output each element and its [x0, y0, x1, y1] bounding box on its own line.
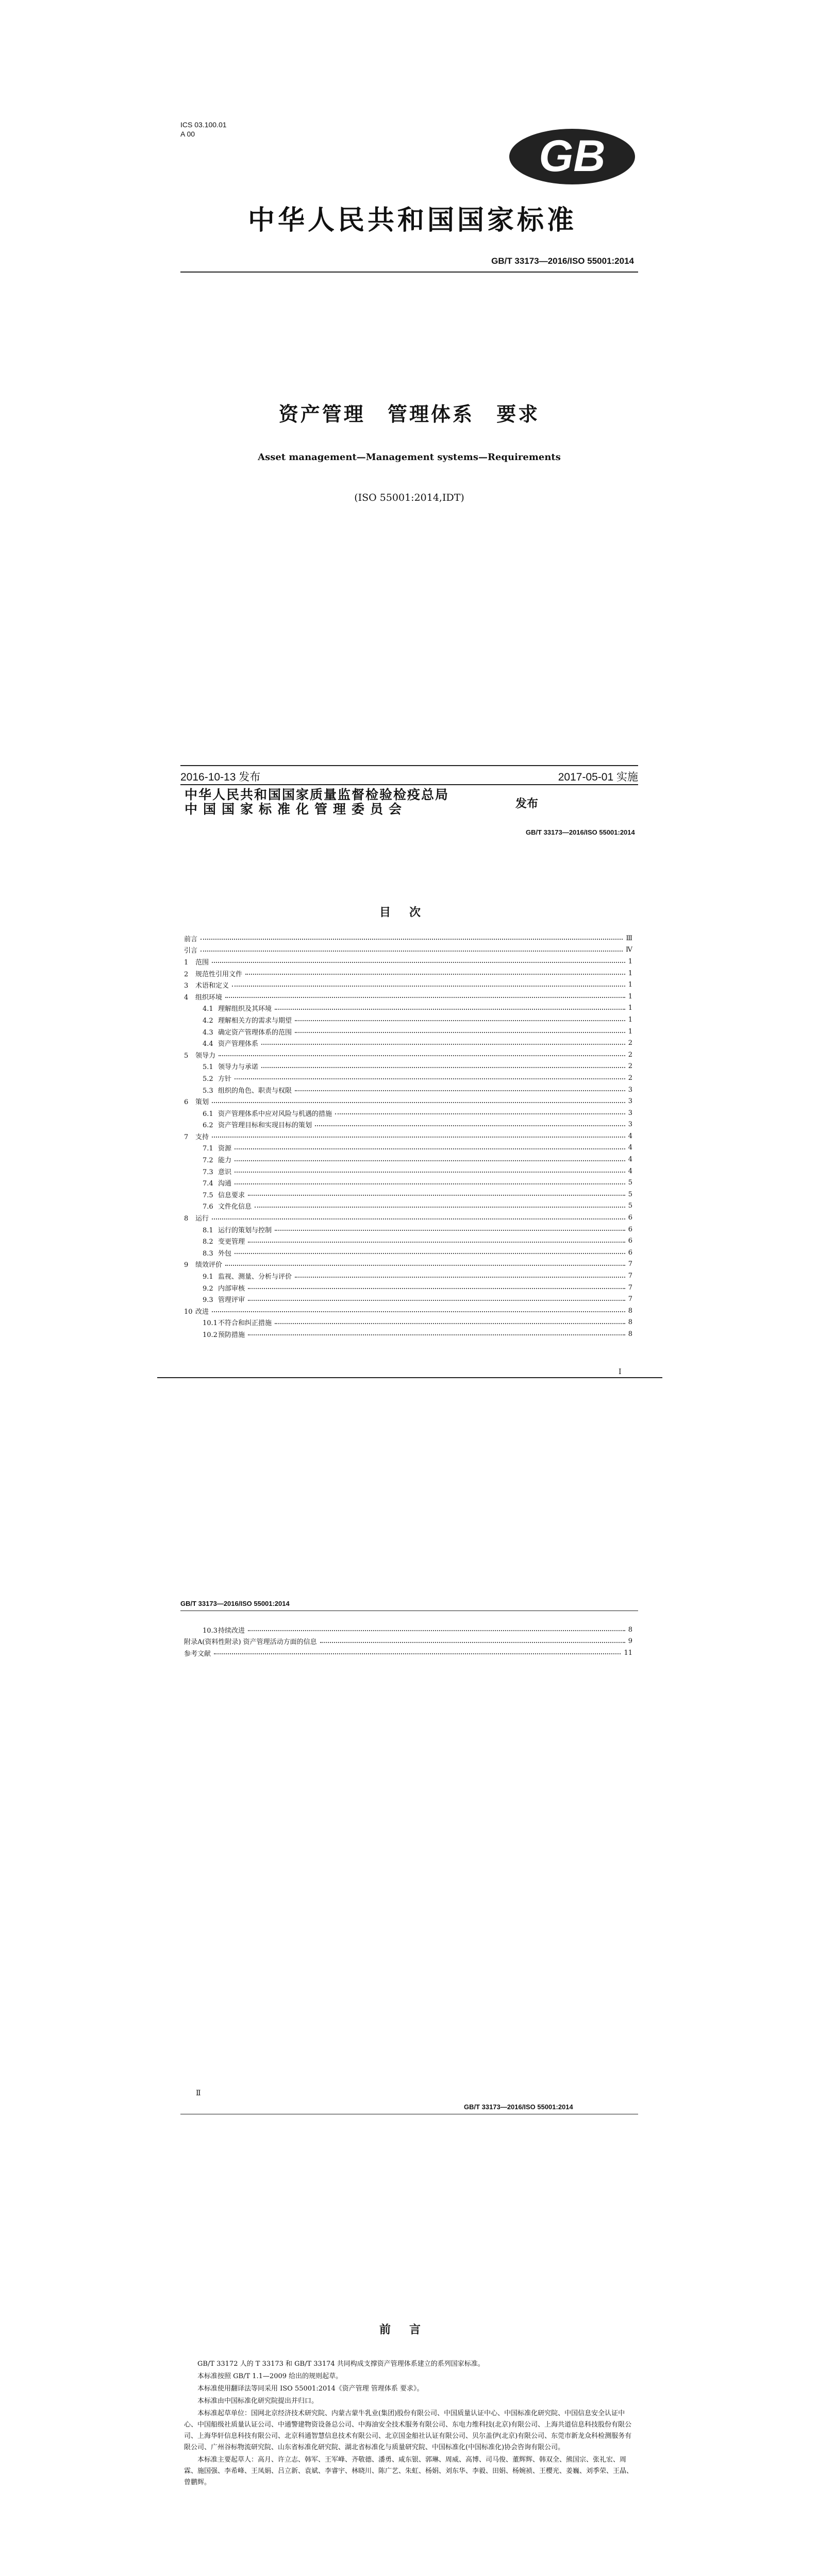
toc-entry[interactable] — [184, 1636, 632, 1648]
page-header: GB/T 33173—2016/ISO 55001:2014 — [180, 1600, 290, 1607]
toc-entry-page: 8 — [628, 1330, 632, 1338]
toc-leader — [255, 1207, 625, 1208]
issuer: 中华人民共和国国家质量监督检验检疫总局 中国国家标准化管理委员会 — [185, 787, 449, 817]
toc-entry-page: 3 — [628, 1109, 632, 1117]
toc-leader — [212, 962, 625, 963]
toc-leader — [225, 997, 625, 998]
toc-entry-label: 7.2 能力 — [184, 1155, 235, 1164]
toc-entry-label: 引言 — [184, 945, 201, 955]
toc-entry-page: 2 — [628, 1050, 632, 1059]
toc-entry-page: 6 — [628, 1214, 632, 1222]
cover-page — [0, 0, 818, 770]
toc-leader — [295, 1090, 625, 1091]
toc-entry-label: 7.1 资源 — [184, 1143, 235, 1153]
toc-leader — [261, 1067, 625, 1068]
toc-entry[interactable] — [184, 1130, 632, 1142]
toc-entry-page: 6 — [628, 1248, 632, 1257]
toc-entry[interactable] — [184, 933, 632, 944]
toc-entry-page: 7 — [628, 1260, 632, 1268]
toc-entry[interactable] — [184, 1247, 632, 1259]
toc-leader — [248, 1334, 625, 1335]
standard-en-title: Asset management—Management systems—Requirements — [258, 452, 561, 463]
toc-entry-page: 1 — [628, 992, 632, 1001]
toc-entry-page: 7 — [628, 1295, 632, 1303]
toc-entry-page: 6 — [628, 1225, 632, 1233]
toc-entry-label: 10.2预防措施 — [184, 1329, 248, 1339]
toc-entry-label: 10.3持续改进 — [184, 1625, 248, 1635]
foreword-paragraph: 本标准由中国标准化研究院提出并归口。 — [197, 2397, 319, 2405]
toc-entry[interactable] — [184, 1049, 632, 1061]
toc-entry-label: 4 组织环境 — [184, 992, 225, 1002]
toc-entry-page: 2 — [628, 1062, 632, 1071]
toc-entry[interactable] — [184, 956, 632, 968]
toc-entry[interactable] — [184, 1624, 632, 1636]
toc-entry-label: 7.3 意识 — [184, 1166, 235, 1176]
toc-leader — [212, 1218, 625, 1219]
toc-entry-page: 2 — [628, 1074, 632, 1082]
standard-number: GB/T 33173—2016/ISO 55001:2014 — [491, 256, 634, 266]
toc-leader — [235, 1183, 625, 1184]
toc-leader — [248, 1288, 625, 1289]
toc-leader — [248, 1300, 625, 1301]
toc-leader — [212, 1311, 625, 1312]
toc-leader — [235, 1172, 625, 1173]
toc-entry-page: 5 — [628, 1190, 632, 1198]
toc-list — [184, 933, 632, 1340]
iso-reference: (ISO 55001:2014,IDT) — [354, 492, 464, 503]
toc-heading: 目次 — [379, 906, 439, 919]
toc-entry-page: 1 — [628, 1015, 632, 1024]
toc-entry[interactable] — [184, 1189, 632, 1200]
toc-entry-page: 7 — [628, 1272, 632, 1280]
toc-entry-page: 4 — [628, 1167, 632, 1175]
toc-entry-page: 5 — [628, 1202, 632, 1210]
toc-list-continued — [184, 1624, 632, 1659]
toc-leader — [315, 1125, 625, 1126]
toc-entry-label: 3 术语和定义 — [184, 980, 232, 990]
toc-entry-label: 6.2 资产管理目标和实现目标的策划 — [184, 1120, 315, 1129]
toc-entry[interactable] — [184, 1072, 632, 1084]
toc-entry[interactable] — [184, 1259, 632, 1270]
toc-entry[interactable] — [184, 1014, 632, 1026]
toc-entry[interactable] — [184, 1200, 632, 1212]
standard-cn-title: 资产管理 管理体系 要求 — [278, 403, 540, 426]
national-standard-title: 中华人民共和国国家标准 — [247, 205, 577, 236]
toc-entry-page: 9 — [628, 1637, 632, 1646]
toc-entry[interactable] — [184, 968, 632, 979]
toc-entry[interactable] — [184, 1317, 632, 1329]
foreword-paragraph: GB/T 33172 人的 T 33173 和 GB/T 33174 共同构成支撑资产管理体系建立的系列国家标准。 — [197, 2360, 485, 2368]
toc-entry[interactable] — [184, 1154, 632, 1165]
toc-entry-label: 7.5 信息要求 — [184, 1190, 248, 1199]
toc-entry[interactable] — [184, 1026, 632, 1038]
toc-entry-label: 8 运行 — [184, 1213, 212, 1223]
toc-entry-page: 4 — [628, 1144, 632, 1152]
toc-entry-label: 9 绩效评价 — [184, 1259, 225, 1269]
toc-entry-label: 6 策划 — [184, 1096, 212, 1106]
toc-entry-page: 7 — [628, 1283, 632, 1292]
toc-entry-label: 6.1 资产管理体系中应对风险与机遇的措施 — [184, 1108, 335, 1118]
toc-leader — [212, 1137, 625, 1138]
svg-text:GB: GB — [539, 131, 606, 181]
toc-entry[interactable] — [184, 1305, 632, 1317]
toc-entry[interactable] — [184, 979, 632, 991]
toc-leader — [275, 1230, 625, 1231]
toc-entry[interactable] — [184, 1142, 632, 1154]
toc-leader — [295, 1032, 625, 1033]
toc-entry-label: 7.4 沟通 — [184, 1178, 235, 1188]
toc-leader — [248, 1242, 625, 1243]
page-header: GB/T 33173—2016/ISO 55001:2014 — [464, 2103, 573, 2111]
toc-entry[interactable] — [184, 1270, 632, 1282]
publish-date: 2016-10-13 发布 — [180, 771, 261, 783]
toc-entry[interactable] — [184, 1003, 632, 1014]
toc-leader — [335, 1113, 625, 1114]
toc-entry-label: 4.2 理解相关方的需求与期望 — [184, 1015, 295, 1025]
toc-entry-label: 5.3 组织的角色、职责与权限 — [184, 1085, 295, 1095]
toc-entry[interactable] — [184, 1165, 632, 1177]
toc-leader — [214, 1653, 621, 1654]
toc-entry-page: 1 — [628, 1027, 632, 1036]
toc-leader — [248, 1195, 625, 1196]
toc-entry-page: 1 — [628, 969, 632, 977]
toc-entry[interactable] — [184, 1095, 632, 1107]
toc-entry-label: 1 范围 — [184, 957, 212, 967]
toc-leader — [295, 1020, 625, 1021]
toc-entry-label: 9.2 内部审核 — [184, 1283, 248, 1293]
toc-entry[interactable] — [184, 1119, 632, 1131]
toc-leader — [201, 951, 623, 952]
page-break — [157, 1377, 662, 1378]
toc-leader — [232, 986, 625, 987]
toc-leader — [235, 1078, 625, 1079]
toc-entry[interactable] — [184, 1293, 632, 1305]
foreword-body — [184, 2359, 633, 2489]
toc-entry-label: 4.4 资产管理体系 — [184, 1038, 261, 1048]
toc-entry-label: 9.1 监视、测量、分析与评价 — [184, 1271, 295, 1281]
divider — [180, 272, 638, 273]
toc-entry-page: Ⅳ — [626, 946, 632, 954]
toc-leader — [245, 974, 625, 975]
toc-entry-page: 8 — [628, 1307, 632, 1315]
toc-entry-page: 4 — [628, 1132, 632, 1140]
toc-entry[interactable] — [184, 1235, 632, 1247]
toc-entry-label: 2 规范性引用文件 — [184, 969, 245, 978]
toc-entry-label: 10.1不符合和纠正措施 — [184, 1317, 275, 1327]
toc-entry-page: 8 — [628, 1318, 632, 1327]
toc-leader — [235, 1160, 625, 1161]
toc-entry-page: 6 — [628, 1237, 632, 1245]
toc-leader — [275, 1009, 625, 1010]
toc-entry[interactable] — [184, 1037, 632, 1049]
toc-entry-page: 3 — [628, 1097, 632, 1106]
foreword-paragraph: 本标准主要起草人：高月、许立志、韩军、王军峰、齐敬德、潘勇、咸东银、郭琳、周威、高博、司马俊、董辉辉、韩双全、熊国宗、张礼宏、周霖、施国强、李希峰、王凤娟、吕立新、袁斌、李睿宇、林晓川、陈广艺、朱虹、杨娟、刘东华、李毅、田娟、杨婉祯、王樱光、姜巍、刘季荣、王晶、曾鹏辉。 — [184, 2456, 633, 2486]
toc-entry-page: 11 — [624, 1649, 632, 1657]
toc-leader — [225, 1265, 625, 1266]
toc-entry-label: 4.1 理解组织及其环境 — [184, 1003, 275, 1013]
toc-entry[interactable] — [184, 1224, 632, 1235]
toc-entry-page: Ⅲ — [626, 934, 632, 942]
toc-leader — [212, 1102, 625, 1103]
ics-code: ICS 03.100.01 A 00 — [180, 121, 227, 138]
foreword-paragraph: 本标准起草单位：国网北京经济技术研究院、内蒙古蒙牛乳业(集团)股份有限公司、中国质量认证中心、中国标准化研究院、中国信息安全认证中心、中国船级社质量认证公司、中通警建物资设备总公司、中海油安全技术服务有限公司、东电力维科技(北京)有限公司、上海共道信息科技股份有限公司、上海华轩信息科技有限公司、北京科通智慧信息技术有限公司、北京国金船社认证有限公司、贝尔盖伊(北京)有限公司、东莞市新龙众科检测服务有限公司、广州谷标物流研究院、山东省标准化研究院、湖北省标准化与质量研究院、中国标准化(中国标准化)协会咨询有限公司。 — [184, 2410, 632, 2451]
toc-entry[interactable] — [184, 1061, 632, 1073]
toc-entry-label: 4.3 确定资产管理体系的范围 — [184, 1027, 295, 1037]
toc-entry[interactable] — [184, 1282, 632, 1294]
implement-date: 2017-05-01 实施 — [558, 771, 638, 783]
toc-entry-label: 8.2 变更管理 — [184, 1236, 248, 1246]
toc-leader — [320, 1642, 625, 1643]
toc-entry-label: 7.6 文件化信息 — [184, 1201, 255, 1211]
toc-entry-label: 前言 — [184, 934, 201, 943]
toc-entry-page: 3 — [628, 1086, 632, 1094]
gb-logo — [506, 126, 638, 188]
toc-entry[interactable] — [184, 1212, 632, 1224]
toc-entry-page: 1 — [628, 1004, 632, 1012]
foreword-paragraph: 本标准按照 GB/T 1.1—2009 给出的规则起草。 — [197, 2372, 343, 2380]
toc-entry-page: 4 — [628, 1156, 632, 1164]
foreword-paragraph: 本标准使用翻译法等同采用 ISO 55001:2014《资产管理 管理体系 要求》。 — [197, 2385, 424, 2393]
issue-word: 发布 — [515, 797, 539, 810]
toc-leader — [235, 1253, 625, 1254]
toc-entry-page: 1 — [628, 981, 632, 989]
toc-leader — [261, 1044, 625, 1045]
toc-entry-page: 1 — [628, 957, 632, 965]
toc-leader — [295, 1277, 625, 1278]
toc-entry-page: 3 — [628, 1121, 632, 1129]
toc-entry-page: 5 — [628, 1179, 632, 1187]
toc-entry-label: 参考文献 — [184, 1648, 214, 1658]
toc-entry-label: 8.1 运行的策划与控制 — [184, 1225, 275, 1234]
foreword-heading: 前言 — [379, 2324, 439, 2336]
page-header: GB/T 33173—2016/ISO 55001:2014 — [526, 828, 635, 836]
toc-leader — [235, 1148, 625, 1149]
toc-leader — [219, 1055, 625, 1056]
toc-entry-page: 2 — [628, 1039, 632, 1047]
toc-entry[interactable] — [184, 944, 632, 956]
toc-entry-page: 8 — [628, 1625, 632, 1634]
toc-entry-label: 附录A(资料性附录) 资产管理活动方面的信息 — [184, 1636, 320, 1646]
page-number: I — [619, 1368, 622, 1376]
toc-entry[interactable] — [184, 1177, 632, 1189]
toc-entry-label: 7 支持 — [184, 1131, 212, 1141]
divider — [180, 784, 638, 785]
toc-entry-label: 10 改进 — [184, 1306, 212, 1316]
toc-entry[interactable] — [184, 1084, 632, 1096]
toc-entry[interactable] — [184, 1107, 632, 1119]
toc-leader — [275, 1323, 625, 1324]
toc-entry[interactable] — [184, 991, 632, 1003]
toc-entry-label: 5 领导力 — [184, 1050, 219, 1060]
toc-entry-label: 9.3 管理评审 — [184, 1294, 248, 1304]
divider — [180, 765, 638, 766]
toc-entry[interactable] — [184, 1647, 632, 1659]
page-number: Ⅱ — [196, 2089, 201, 2097]
toc-entry-label: 5.1 领导力与承诺 — [184, 1061, 261, 1071]
toc-leader — [248, 1630, 625, 1631]
toc-entry-label: 8.3 外包 — [184, 1248, 235, 1258]
toc-entry[interactable] — [184, 1328, 632, 1340]
toc-entry-label: 5.2 方针 — [184, 1073, 235, 1083]
toc-leader — [201, 939, 623, 940]
